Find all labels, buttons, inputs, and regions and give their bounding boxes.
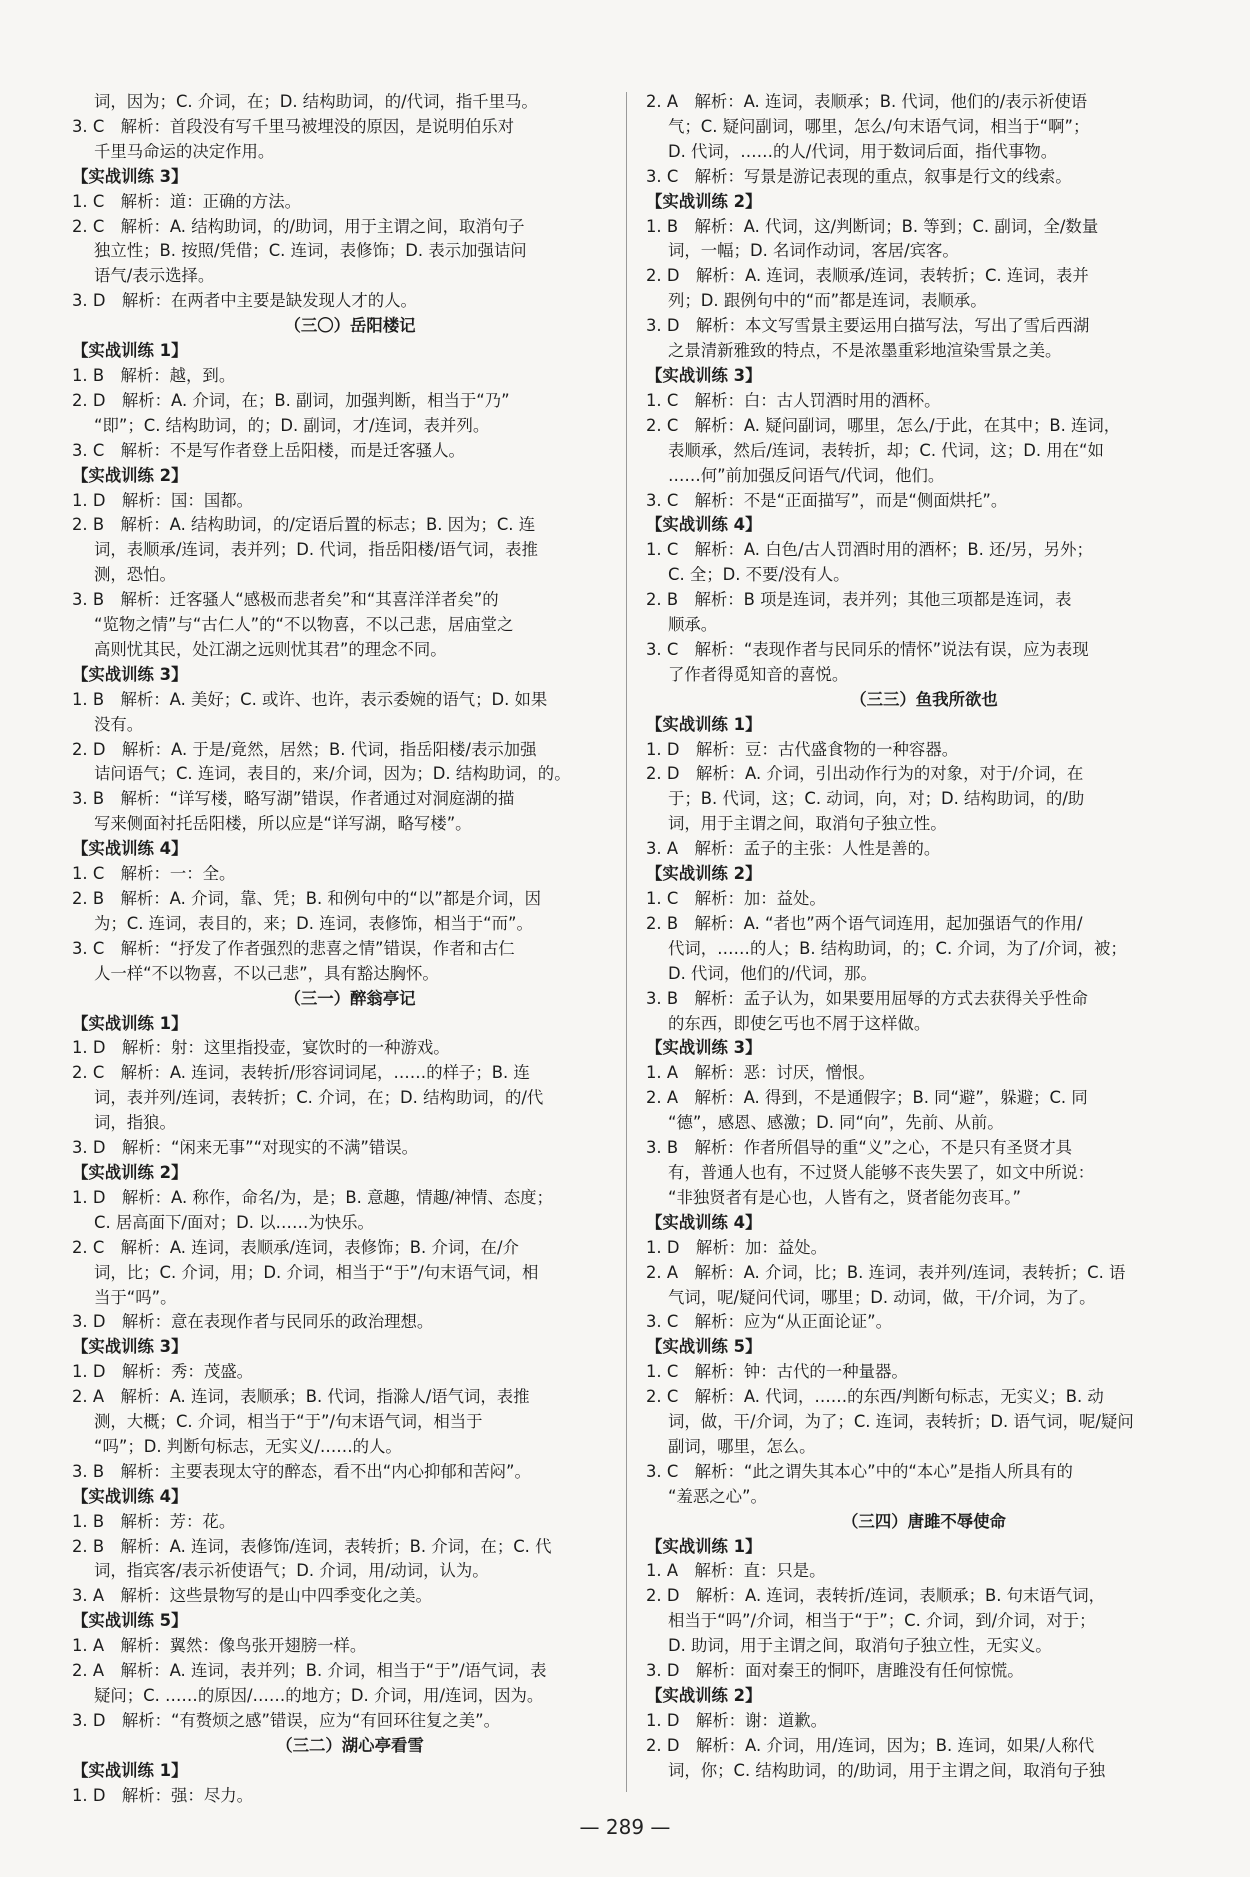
- answer-continuation: 测，恐怕。: [94, 565, 176, 585]
- answer-line: 2. D 解析：A. 介词，用/连词，因为；B. 连词，如果/人称代: [646, 1735, 1095, 1755]
- section-heading: 【实战训练 2】: [646, 191, 762, 211]
- answer-continuation: 词，因为；C. 介词，在；D. 结构助词，的/代词，指千里马。: [94, 92, 538, 111]
- answer-continuation: 列；D. 跟例句中的“而”都是连词，表顺承。: [668, 291, 987, 311]
- answer-line: 2. B 解析：B 项是连词，表并列；其他三项都是连词，表: [646, 590, 1072, 610]
- answer-continuation: 词，表顺承/连词，表并列；D. 代词，指岳阳楼/语气词，表推: [94, 540, 538, 560]
- lesson-title: （三四）唐雎不辱使命: [842, 1511, 1006, 1531]
- section-heading: 【实战训练 4】: [72, 839, 188, 859]
- answer-line: 2. A 解析：A. 介词，比；B. 连词，表并列/连词，表转折；C. 语: [646, 1262, 1126, 1282]
- answer-continuation: 高则忧其民，处江湖之远则忧其君”的理念不同。: [94, 639, 447, 659]
- answer-continuation: 词，比；C. 介词，用；D. 介词，相当于“于”/句末语气词，相: [94, 1262, 539, 1282]
- answer-line: 1. C 解析：钟：古代的一种量器。: [646, 1362, 908, 1382]
- answer-line: 2. D 解析：A. 连词，表顺承/连词，表转折；C. 连词，表并: [646, 266, 1089, 286]
- answer-continuation: 有，普通人也有，不过贤人能够不丧失罢了，如文中所说：: [668, 1162, 1095, 1182]
- answer-line: 2. C 解析：A. 代词，……的东西/判断句标志，无实义；B. 动: [646, 1387, 1104, 1407]
- answer-line: 3. B 解析：迁客骚人“感极而悲者矣”和“其喜洋洋者矣”的: [72, 590, 499, 610]
- left-column: [72, 90, 628, 1809]
- answer-continuation: 表顺承，然后/连词，表转折，却；C. 代词，这；D. 用在“如: [668, 440, 1104, 460]
- answer-line: 3. C 解析：“抒发了作者强烈的悲喜之情”错误，作者和古仁: [72, 938, 515, 958]
- section-heading: 【实战训练 4】: [646, 515, 762, 535]
- answer-continuation: D. 代词，他们的/代词，那。: [668, 963, 877, 983]
- answer-line: 1. A 解析：直：只是。: [646, 1561, 826, 1581]
- answer-continuation: “德”，感恩、感激；D. 同“向”，先前、从前。: [668, 1113, 1004, 1133]
- answer-line: 1. D 解析：谢：道歉。: [646, 1710, 827, 1730]
- answer-line: 1. B 解析：芳：花。: [72, 1511, 236, 1531]
- answer-line: 3. A 解析：孟子的主张：人性是善的。: [646, 839, 941, 859]
- answer-continuation: 人一样“不以物喜，不以己悲”，具有豁达胸怀。: [94, 963, 439, 983]
- answer-continuation: 相当于“吗”/介词，相当于“于”；C. 介词，到/介词，对于；: [668, 1611, 1096, 1631]
- answer-continuation: 词，一幅；D. 名词作动词，客居/宾客。: [668, 241, 959, 261]
- answer-line: 2. B 解析：A. 介词，靠、凭；B. 和例句中的“以”都是介词，因: [72, 889, 542, 908]
- answer-continuation: 气；C. 疑问副词，哪里，怎么/句末语气词，相当于“啊”；: [668, 116, 1090, 136]
- answer-continuation: 千里马命运的决定作用。: [94, 141, 275, 161]
- section-heading: 【实战训练 3】: [72, 166, 188, 186]
- answer-line: 2. A 解析：A. 得到，不是通假字；B. 同“避”，躲避；C. 同: [646, 1088, 1088, 1108]
- answer-line: 2. A 解析：A. 连词，表顺承；B. 代词，指滁人/语气词，表推: [72, 1387, 530, 1407]
- section-heading: 【实战训练 2】: [646, 1686, 762, 1705]
- answer-continuation: 测，大概；C. 介词，相当于“于”/句末语气词，相当于: [94, 1412, 483, 1432]
- answer-line: 3. C 解析：不是“正面描写”，而是“侧面烘托”。: [646, 490, 1008, 510]
- answer-continuation: 当于“吗”。: [94, 1287, 177, 1307]
- answer-line: 3. D 解析：“闲来无事”“对现实的不满”错误。: [72, 1138, 419, 1158]
- section-heading: 【实战训练 3】: [646, 365, 762, 385]
- answer-line: 1. B 解析：越，到。: [72, 365, 236, 385]
- answer-line: 1. D 解析：国：国都。: [72, 490, 253, 510]
- right-column: [646, 90, 1202, 1784]
- answer-continuation: 词，你；C. 结构助词，的/助词，用于主谓之间，取消句子独: [668, 1760, 1106, 1780]
- answer-line: 1. D 解析：A. 称作，命名/为，是；B. 意趣，情趣/神情、态度；: [72, 1187, 553, 1207]
- answer-continuation: “非独贤者有是心也，人皆有之，贤者能勿丧耳。”: [668, 1187, 1021, 1207]
- answer-continuation: 于；B. 代词，这；C. 动词，向，对；D. 结构助词，的/助: [668, 789, 1085, 809]
- answer-line: 1. B 解析：A. 代词，这/判断词；B. 等到；C. 副词，全/数量: [646, 216, 1099, 236]
- section-heading: 【实战训练 1】: [72, 341, 188, 361]
- answer-line: 1. C 解析：白：古人罚酒时用的酒杯。: [646, 390, 941, 410]
- answer-line: 3. C 解析：“表现作者与民同乐的情怀”说法有误，应为表现: [646, 639, 1089, 659]
- answer-continuation: 写来侧面衬托岳阳楼，所以应是“详写湖，略写楼”。: [94, 814, 472, 834]
- section-heading: 【实战训练 4】: [72, 1486, 188, 1506]
- lesson-title: （三〇）岳阳楼记: [284, 316, 416, 336]
- answer-line: 1. C 解析：道：正确的方法。: [72, 191, 301, 211]
- answer-continuation: 的东西，即使乞丐也不屑于这样做。: [668, 1013, 931, 1033]
- answer-continuation: D. 代词，……的人/代词，用于数词后面，指代事物。: [668, 141, 1058, 161]
- answer-line: 1. C 解析：加：益处。: [646, 889, 826, 908]
- answer-line: 3. B 解析：“详写楼，略写湖”错误，作者通过对洞庭湖的描: [72, 789, 515, 809]
- answer-line: 1. C 解析：A. 白色/古人罚酒时用的酒杯；B. 还/另，另外；: [646, 540, 1093, 560]
- section-heading: 【实战训练 1】: [646, 1536, 762, 1556]
- answer-continuation: 代词，……的人；B. 结构助词，的；C. 介词，为了/介词，被；: [668, 938, 1127, 958]
- section-heading: 【实战训练 1】: [646, 714, 762, 734]
- answer-continuation: 顺承。: [668, 615, 718, 635]
- answer-continuation: 了作者得觅知音的喜悦。: [668, 664, 849, 684]
- lesson-title: （三一）醉翁亭记: [284, 988, 416, 1008]
- answer-line: 1. C 解析：一：全。: [72, 864, 236, 884]
- answer-line: 1. A 解析：翼然：像鸟张开翅膀一样。: [72, 1636, 367, 1656]
- answer-continuation: 语气/表示选择。: [94, 266, 215, 286]
- section-heading: 【实战训练 2】: [646, 864, 762, 884]
- lesson-title: （三二）湖心亭看雪: [276, 1735, 424, 1755]
- answer-line: 2. B 解析：A. “者也”两个语气词连用，起加强语气的作用/: [646, 913, 1083, 933]
- section-heading: 【实战训练 1】: [72, 1013, 188, 1033]
- answer-line: 2. D 解析：A. 连词，表转折/连词，表顺承；B. 句末语气词，: [646, 1586, 1105, 1606]
- section-heading: 【实战训练 1】: [72, 1760, 188, 1780]
- answer-line: 2. A 解析：A. 连词，表顺承；B. 代词，他们的/表示祈使语: [646, 92, 1088, 111]
- answer-continuation: 词，指宾客/表示祈使语气；D. 介词，用/动词，认为。: [94, 1561, 489, 1581]
- answer-continuation: “览物之情”与“古仁人”的“不以物喜，不以己悲，居庙堂之: [94, 615, 514, 635]
- answer-line: 2. D 解析：A. 于是/竟然，居然；B. 代词，指岳阳楼/表示加强: [72, 739, 537, 759]
- answer-line: 1. D 解析：射：这里指投壶，宴饮时的一种游戏。: [72, 1038, 450, 1058]
- column-divider: [626, 92, 627, 1792]
- section-heading: 【实战训练 5】: [646, 1337, 762, 1357]
- answer-continuation: 词，指狼。: [94, 1113, 176, 1133]
- answer-line: 3. D 解析：意在表现作者与民同乐的政治理想。: [72, 1312, 434, 1332]
- section-heading: 【实战训练 3】: [72, 1337, 188, 1357]
- section-heading: 【实战训练 3】: [72, 664, 188, 684]
- answer-line: 3. C 解析：“此之谓失其本心”中的“本心”是指人所具有的: [646, 1461, 1073, 1481]
- answer-line: 2. B 解析：A. 结构助词，的/定语后置的标志；B. 因为；C. 连: [72, 515, 536, 535]
- answer-continuation: D. 助词，用于主谓之间，取消句子独立性，无实义。: [668, 1636, 1052, 1656]
- answer-continuation: 独立性；B. 按照/凭借；C. 连词，表修饰；D. 表示加强诘问: [94, 241, 527, 261]
- answer-line: 2. D 解析：A. 介词，引出动作行为的对象，对于/介词，在: [646, 764, 1084, 784]
- lesson-title: （三三）鱼我所欲也: [850, 689, 998, 709]
- page-number: — 289 —: [579, 1815, 671, 1839]
- answer-continuation: 诘问语气；C. 连词，表目的，来/介词，因为；D. 结构助词，的。: [94, 764, 571, 784]
- answer-continuation: 没有。: [94, 714, 144, 734]
- answer-continuation: C. 居高面下/面对；D. 以……为快乐。: [94, 1212, 374, 1232]
- answer-line: 3. D 解析：“有赘烦之感”错误，应为“有回环往复之美”。: [72, 1710, 501, 1730]
- answer-line: 2. C 解析：A. 连词，表顺承/连词，表修饰；B. 介词，在/介: [72, 1237, 519, 1257]
- answer-line: 3. B 解析：孟子认为，如果要用屈辱的方式去获得关乎性命: [646, 988, 1088, 1008]
- answer-line: 1. D 解析：强：尽力。: [72, 1785, 253, 1805]
- answer-line: 2. A 解析：A. 连词，表并列；B. 介词，相当于“于”/语气词，表: [72, 1661, 547, 1681]
- section-heading: 【实战训练 2】: [72, 465, 188, 485]
- answer-line: 3. A 解析：这些景物写的是山中四季变化之美。: [72, 1586, 432, 1606]
- section-heading: 【实战训练 2】: [72, 1162, 188, 1182]
- answer-line: 1. A 解析：恶：讨厌，憎恨。: [646, 1063, 875, 1083]
- answer-line: 2. C 解析：A. 结构助词，的/助词，用于主谓之间，取消句子: [72, 216, 525, 236]
- answer-line: 1. B 解析：A. 美好；C. 或许、也许，表示委婉的语气；D. 如果: [72, 689, 548, 709]
- answer-continuation: 疑问；C. ……的原因/……的地方；D. 介词，用/连词，因为。: [94, 1686, 544, 1705]
- answer-continuation: 气词，呢/疑问代词，哪里；D. 动词，做，干/介词，为了。: [668, 1287, 1096, 1307]
- answer-line: 2. D 解析：A. 介词，在；B. 副词，加强判断，相当于“乃”: [72, 390, 510, 410]
- answer-line: 3. C 解析：应为“从正面论证”。: [646, 1312, 892, 1332]
- section-heading: 【实战训练 5】: [72, 1611, 188, 1631]
- answer-continuation: 词，表并列/连词，表转折；C. 介词，在；D. 结构助词，的/代: [94, 1088, 544, 1108]
- section-heading: 【实战训练 4】: [646, 1212, 762, 1232]
- answer-continuation: “吗”；D. 判断句标志，无实义/……的人。: [94, 1436, 402, 1456]
- answer-line: 3. C 解析：写景是游记表现的重点，叙事是行文的线索。: [646, 166, 1072, 186]
- answer-continuation: 词，用于主谓之间，取消句子独立性。: [668, 814, 947, 834]
- answer-line: 3. D 解析：本文写雪景主要运用白描写法，写出了雪后西湖: [646, 316, 1090, 336]
- answer-continuation: 为；C. 连词，表目的，来；D. 连词，表修饰，相当于“而”。: [94, 913, 533, 933]
- answer-line: 2. C 解析：A. 疑问副词，哪里，怎么/于此，在其中；B. 连词，: [646, 415, 1121, 435]
- section-heading: 【实战训练 3】: [646, 1038, 762, 1058]
- answer-continuation: C. 全；D. 不要/没有人。: [668, 565, 850, 585]
- answer-line: 2. C 解析：A. 连词，表转折/形容词词尾，……的样子；B. 连: [72, 1063, 530, 1083]
- answer-line: 3. C 解析：不是写作者登上岳阳楼，而是迁客骚人。: [72, 440, 465, 460]
- answer-line: 2. B 解析：A. 连词，表修饰/连词，表转折；B. 介词，在；C. 代: [72, 1536, 552, 1556]
- answer-continuation: 词，做，干/介词，为了；C. 连词，表转折；D. 语气词，呢/疑问: [668, 1412, 1134, 1432]
- answer-continuation: “即”；C. 结构助词，的；D. 副词，才/连词，表并列。: [94, 415, 490, 435]
- answer-line: 1. D 解析：秀：茂盛。: [72, 1362, 253, 1382]
- answer-line: 1. D 解析：豆：古代盛食物的一种容器。: [646, 739, 959, 759]
- answer-line: 3. D 解析：在两者中主要是缺发现人才的人。: [72, 291, 417, 311]
- answer-line: 3. C 解析：首段没有写千里马被埋没的原因，是说明伯乐对: [72, 116, 515, 136]
- answer-line: 1. D 解析：加：益处。: [646, 1237, 827, 1257]
- answer-continuation: ……何”前加强反问语气/代词，他们。: [668, 465, 945, 485]
- answer-line: 3. D 解析：面对秦王的恫吓，唐雎没有任何惊慌。: [646, 1661, 1024, 1681]
- answer-continuation: 副词，哪里，怎么。: [668, 1436, 816, 1456]
- answer-line: 3. B 解析：主要表现太守的醉态，看不出“内心抑郁和苦闷”。: [72, 1461, 531, 1481]
- answer-line: 3. B 解析：作者所倡导的重“义”之心，不是只有圣贤才具: [646, 1138, 1073, 1158]
- answer-continuation: 之景清新雅致的特点，不是浓墨重彩地渲染雪景之美。: [668, 341, 1062, 361]
- answer-continuation: “羞恶之心”。: [668, 1486, 767, 1506]
